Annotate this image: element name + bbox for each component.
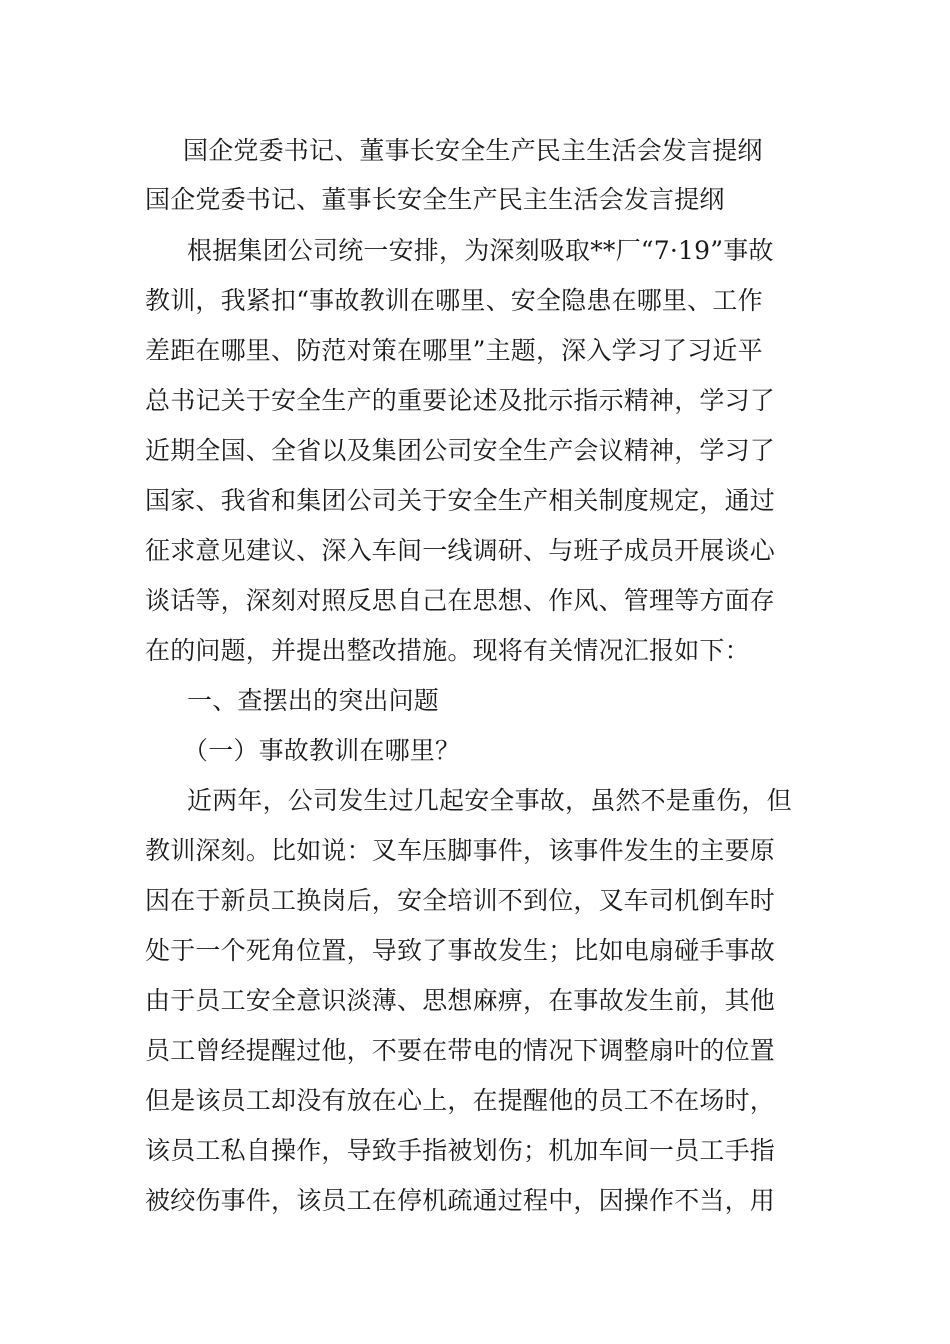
intro-line: 谈话等，深刻对照反思自己在思想、作风、管理等方面存	[145, 586, 776, 615]
section-heading: 一、查摆出的突出问题	[187, 686, 440, 715]
intro-line: 差距在哪里、防范对策在哪里”主题，深入学习了习近平	[145, 336, 763, 365]
intro-line: 教训，我紧扣“事故教训在哪里、安全隐患在哪里、工作	[145, 286, 763, 315]
document-title: 国企党委书记、董事长安全生产民主生活会发言提纲	[183, 136, 763, 165]
body-line: 处于一个死角位置，导致了事故发生；比如电扇碰手事故	[145, 936, 776, 965]
body-line: 员工曾经提醒过他，不要在带电的情况下调整扇叶的位置	[145, 1036, 776, 1065]
intro-line: 近期全国、全省以及集团公司安全生产会议精神，学习了	[145, 436, 776, 465]
body-line: 因在于新员工换岗后，安全培训不到位，叉车司机倒车时	[145, 886, 776, 915]
document-title-repeat: 国企党委书记、董事长安全生产民主生活会发言提纲	[145, 185, 725, 214]
intro-line: 国家、我省和集团公司关于安全生产相关制度规定，通过	[145, 486, 776, 515]
body-line: 被绞伤事件，该员工在停机疏通过程中，因操作不当，用	[145, 1186, 776, 1215]
body-line: 但是该员工却没有放在心上，在提醒他的员工不在场时，	[145, 1086, 776, 1115]
subsection-heading: （一）事故教训在哪里？	[183, 736, 461, 765]
body-line: 由于员工安全意识淡薄、思想麻痹，在事故发生前，其他	[145, 986, 776, 1015]
intro-line: 在的问题，并提出整改措施。现将有关情况汇报如下：	[145, 636, 750, 665]
intro-line: 根据集团公司统一安排，为深刻吸取**厂“7·19”事故	[187, 236, 774, 265]
intro-line: 总书记关于安全生产的重要论述及批示指示精神，学习了	[145, 386, 776, 415]
body-line: 该员工私自操作，导致手指被划伤；机加车间一员工手指	[145, 1136, 776, 1165]
body-line: 近两年，公司发生过几起安全事故，虽然不是重伤，但	[187, 786, 792, 815]
body-line: 教训深刻。比如说：叉车压脚事件，该事件发生的主要原	[145, 836, 776, 865]
intro-line: 征求意见建议、深入车间一线调研、与班子成员开展谈心	[145, 536, 776, 565]
